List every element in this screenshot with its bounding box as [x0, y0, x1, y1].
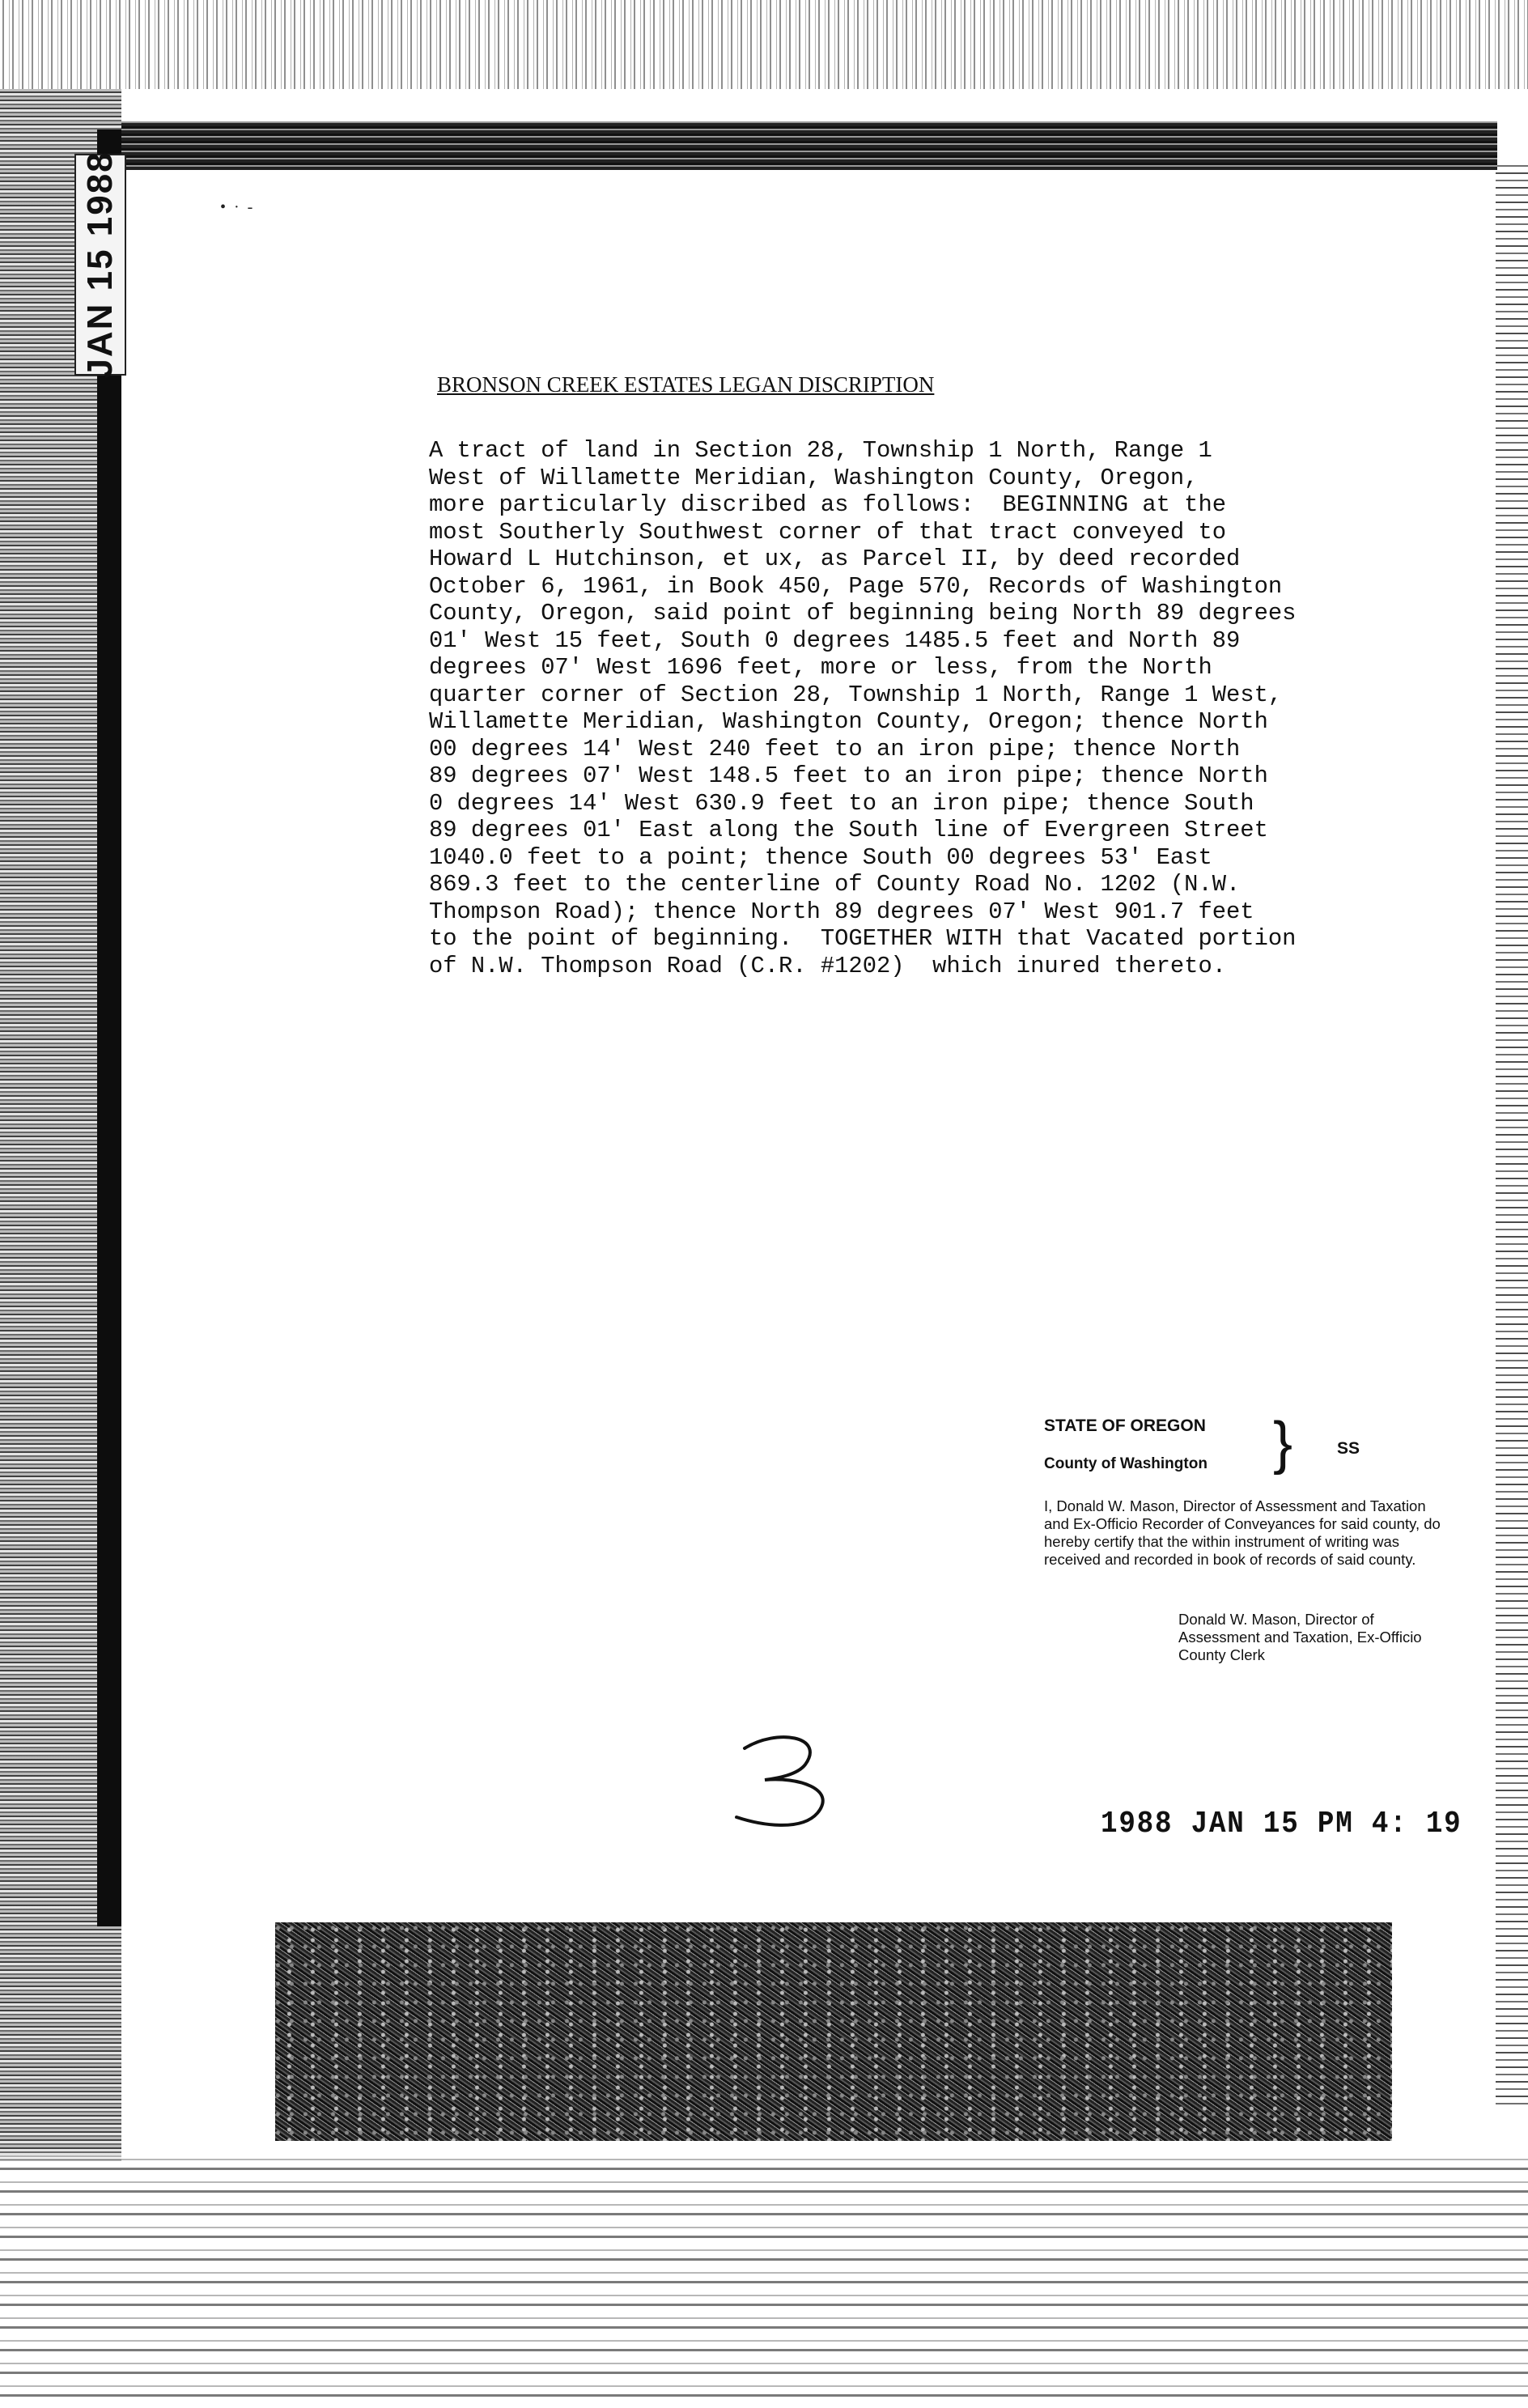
body-line: West of Willamette Meridian, Washington County, Oregon,: [429, 464, 1199, 491]
body-line: Howard L Hutchinson, et ux, as Parcel II, by deed recorded: [429, 546, 1241, 572]
received-date-text: JAN 15 1988: [80, 151, 120, 379]
body-line: quarter corner of Section 28, Township 1 North, Range 1 West,: [429, 681, 1283, 708]
body-line: County, Oregon, said point of beginning being North 89 degrees: [429, 600, 1297, 626]
body-line: most Southerly Southwest corner of that tract conveyed to: [429, 518, 1227, 546]
body-line: 89 degrees 07' West 148.5 feet to an iron pipe; thence North: [429, 762, 1268, 789]
body-line: 01' West 15 feet, South 0 degrees 1485.5 feet and North 89: [429, 626, 1241, 654]
scan-noise-top: [0, 0, 1528, 89]
body-line: 869.3 feet to the centerline of County Road No. 1202 (N.W.: [429, 871, 1241, 898]
body-line: to the point of beginning. TOGETHER WITH that Vacated portion: [429, 925, 1297, 952]
body-line: more particularly discribed as follows: BEGINNING at the: [429, 491, 1227, 518]
body-line: Willamette Meridian, Washington County, Oregon; thence North: [429, 708, 1268, 735]
body-line: October 6, 1961, in Book 450, Page 570, Records of Washington: [429, 572, 1283, 600]
body-line: 00 degrees 14' West 240 feet to an iron pipe; thence North: [429, 735, 1241, 762]
body-line: of N.W. Thompson Road (C.R. #1202) which inured thereto.: [429, 952, 1227, 979]
scan-noise-bottom: [275, 1922, 1392, 2141]
scan-noise-right: [1496, 162, 1528, 2104]
body-line: Thompson Road); thence North 89 degrees 07' West 901.7 feet: [429, 898, 1254, 925]
body-line: 0 degrees 14' West 630.9 feet to an iron pipe; thence South: [429, 789, 1254, 817]
certificate-brace: }: [1273, 1411, 1293, 1476]
scan-noise-bottom-lines: [0, 2153, 1528, 2408]
certificate-state: STATE OF OREGON: [1044, 1416, 1206, 1435]
scan-noise-left-edge: [97, 130, 121, 1926]
certificate-county: County of Washington: [1044, 1455, 1208, 1472]
certificate-statement: I, Donald W. Mason, Director of Assessment and Taxation and Ex-Officio Recorder of Conveyances for said county, do hereby certify that the within instrument of writing was received and recorded in book of records of said county.: [1044, 1497, 1441, 1568]
recording-time-stamp: 1988 JAN 15 PM 4: 19: [1101, 1807, 1462, 1841]
body-line: 89 degrees 01' East along the South line of Evergreen Street: [429, 817, 1268, 843]
stray-marks: • · -: [220, 198, 253, 216]
body-line: 1040.0 feet to a point; thence South 00 degrees 53' East: [429, 843, 1212, 871]
received-date-stamp: [74, 151, 126, 379]
certificate-signature-block: Donald W. Mason, Director of Assessment and Taxation, Ex-Officio County Clerk: [1178, 1611, 1422, 1663]
legal-description-body: [429, 437, 1297, 979]
scan-noise-top-bar: [121, 121, 1497, 170]
document-title: BRONSON CREEK ESTATES LEGAN DISCRIPTION: [437, 372, 935, 397]
body-line: A tract of land in Section 28, Township 1 North, Range 1: [429, 437, 1212, 464]
handwritten-page-number: [720, 1728, 850, 1833]
certificate-ss: SS: [1337, 1439, 1360, 1458]
body-line: degrees 07' West 1696 feet, more or less, from the North: [429, 654, 1212, 681]
